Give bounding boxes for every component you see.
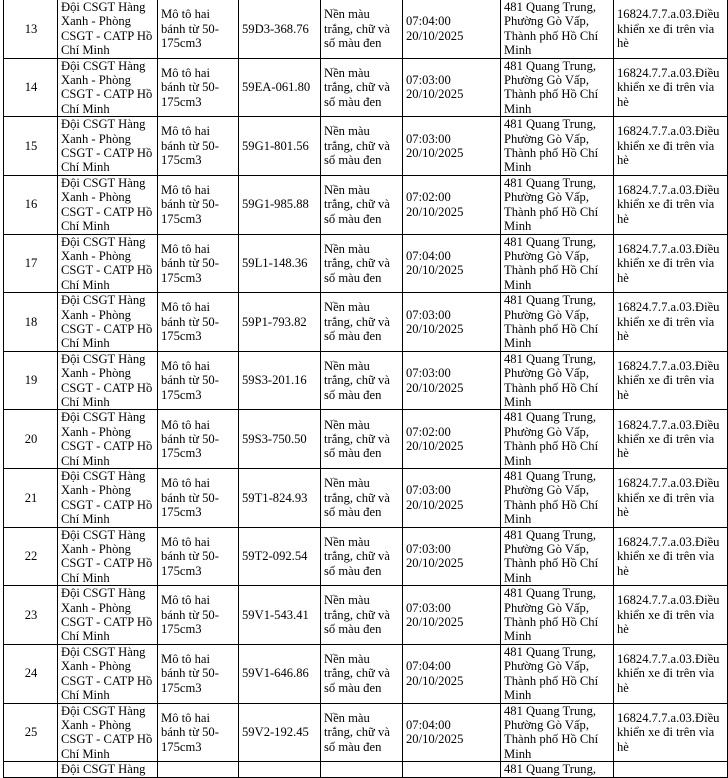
table-row bbox=[4, 644, 728, 703]
row-number-cell bbox=[4, 351, 58, 410]
issuing-unit-text: Đội CSGT Hàng bbox=[61, 762, 146, 777]
table-row bbox=[4, 175, 728, 234]
issuing-unit-text: Đội CSGT Hàng Xanh - Phòng CSGT - CATP Hồ Chí Minh bbox=[61, 58, 153, 116]
plate-color-text: Nền màu trắng, chữ và số màu đen bbox=[324, 183, 390, 226]
row-number-text: 16 bbox=[24, 197, 38, 212]
table-row bbox=[4, 234, 728, 293]
vehicle-type-cell bbox=[158, 117, 239, 176]
table-row bbox=[4, 410, 728, 469]
license-plate-cell bbox=[239, 703, 321, 762]
plate-color-text: Nền màu trắng, chữ và số màu đen bbox=[324, 65, 390, 109]
table-row bbox=[4, 527, 728, 586]
violation-time-cell bbox=[403, 410, 501, 469]
plate-color-cell bbox=[321, 175, 403, 234]
row-number-text: 19 bbox=[24, 373, 38, 388]
violation-location-cell bbox=[501, 58, 614, 117]
issuing-unit-cell bbox=[58, 0, 158, 58]
license-plate-text: 59D3-368.76 bbox=[242, 21, 309, 36]
table-row bbox=[4, 703, 728, 762]
issuing-unit-cell bbox=[58, 586, 158, 645]
vehicle-type-cell bbox=[158, 58, 239, 117]
row-number-cell bbox=[4, 0, 58, 58]
violation-time-text: 07:03:00 20/10/2025 bbox=[406, 542, 464, 571]
violation-time-cell bbox=[403, 527, 501, 586]
vehicle-type-text: Mô tô hai bánh từ 50-175cm3 bbox=[161, 534, 219, 578]
violation-description-cell bbox=[614, 0, 728, 58]
violation-description-cell bbox=[614, 762, 728, 777]
license-plate-text: 59T1-824.93 bbox=[242, 490, 308, 505]
violation-location-cell bbox=[501, 234, 614, 293]
vehicle-type-cell bbox=[158, 175, 239, 234]
violation-description-text: 16824.7.7.a.03.Điều khiển xe đi trên vỉa hè bbox=[617, 7, 720, 51]
row-number-text: 13 bbox=[24, 21, 38, 36]
vehicle-type-text: Mô tô hai bánh từ 50-175cm3 bbox=[161, 417, 219, 461]
violation-description-text: 16824.7.7.a.03.Điều khiển xe đi trên vỉa hè bbox=[617, 652, 720, 695]
license-plate-cell bbox=[239, 293, 321, 352]
violation-description-cell bbox=[614, 234, 728, 293]
row-number-cell bbox=[4, 469, 58, 528]
violation-time-cell bbox=[403, 58, 501, 117]
violation-time-text: 07:02:00 20/10/2025 bbox=[406, 424, 464, 454]
violation-time-text: 07:03:00 20/10/2025 bbox=[406, 73, 464, 102]
plate-color-text: Nền màu trắng, chữ và số màu đen bbox=[324, 417, 390, 461]
license-plate-text: 59G1-985.88 bbox=[242, 197, 309, 212]
violation-location-text: 481 Quang Trung, Phường Gò Vấp, Thành phố Hồ Chí Minh bbox=[504, 234, 599, 292]
table-body bbox=[4, 0, 728, 777]
row-number-text: 15 bbox=[24, 138, 38, 153]
violation-description-text: 16824.7.7.a.03.Điều khiển xe đi trên vỉa hè bbox=[617, 593, 720, 637]
table-row bbox=[4, 0, 728, 58]
vehicle-type-cell bbox=[158, 644, 239, 703]
plate-color-cell bbox=[321, 58, 403, 117]
row-number-cell bbox=[4, 234, 58, 293]
license-plate-cell bbox=[239, 527, 321, 586]
license-plate-text: 59S3-750.50 bbox=[242, 431, 307, 446]
row-number-cell bbox=[4, 293, 58, 352]
violation-description-cell bbox=[614, 175, 728, 234]
license-plate-cell bbox=[239, 175, 321, 234]
vehicle-type-cell bbox=[158, 293, 239, 352]
plate-color-cell bbox=[321, 762, 403, 777]
vehicle-type-cell bbox=[158, 410, 239, 469]
plate-color-cell bbox=[321, 586, 403, 645]
plate-color-text: Nền màu trắng, chữ và số màu đen bbox=[324, 300, 390, 344]
plate-color-text: Nền màu trắng, chữ và số màu đen bbox=[324, 358, 390, 402]
vehicle-type-text: Mô tô hai bánh từ 50-175cm3 bbox=[161, 124, 219, 168]
vehicle-type-text: Mô tô hai bánh từ 50-175cm3 bbox=[161, 241, 219, 285]
table-row bbox=[4, 469, 728, 528]
violation-description-cell bbox=[614, 117, 728, 176]
vehicle-type-text: Mô tô hai bánh từ 50-175cm3 bbox=[161, 300, 219, 344]
issuing-unit-cell bbox=[58, 644, 158, 703]
violation-description-cell bbox=[614, 58, 728, 117]
row-number-text: 20 bbox=[24, 431, 38, 446]
violation-description-text: 16824.7.7.a.03.Điều khiển xe đi trên vỉa hè bbox=[617, 65, 720, 109]
plate-color-cell bbox=[321, 293, 403, 352]
plate-color-cell bbox=[321, 351, 403, 410]
license-plate-text: 59G1-801.56 bbox=[242, 138, 309, 153]
vehicle-type-cell bbox=[158, 351, 239, 410]
violation-description-text: 16824.7.7.a.03.Điều khiển xe đi trên vỉa hè bbox=[617, 710, 720, 754]
table-row-partial bbox=[4, 762, 728, 777]
row-number-text: 23 bbox=[24, 607, 38, 622]
violation-location-text: 481 Quang Trung, bbox=[504, 762, 597, 777]
violation-time-cell bbox=[403, 703, 501, 762]
vehicle-type-text: Mô tô hai bánh từ 50-175cm3 bbox=[161, 7, 219, 51]
violation-location-text: 481 Quang Trung, Phường Gò Vấp, Thành phố Hồ Chí Minh bbox=[504, 586, 599, 644]
violation-time-cell bbox=[403, 117, 501, 176]
plate-color-text: Nền màu trắng, chữ và số màu đen bbox=[324, 593, 390, 637]
violation-time-text: 07:03:00 20/10/2025 bbox=[406, 307, 464, 336]
row-number-cell bbox=[4, 644, 58, 703]
violation-location-text: 481 Quang Trung, Phường Gò Vấp, Thành phố Hồ Chí Minh bbox=[504, 58, 599, 116]
violation-description-text: 16824.7.7.a.03.Điều khiển xe đi trên vỉa hè bbox=[617, 476, 720, 520]
violation-location-text: 481 Quang Trung, Phường Gò Vấp, Thành phố Hồ Chí Minh bbox=[504, 351, 599, 409]
violation-time-cell bbox=[403, 586, 501, 645]
license-plate-text: 59L1-148.36 bbox=[242, 256, 308, 271]
vehicle-type-cell bbox=[158, 762, 239, 777]
table-row bbox=[4, 58, 728, 117]
violation-time-text: 07:04:00 20/10/2025 bbox=[406, 717, 464, 747]
row-number-text: 17 bbox=[24, 256, 38, 271]
plate-color-cell bbox=[321, 234, 403, 293]
plate-color-cell bbox=[321, 527, 403, 586]
issuing-unit-cell bbox=[58, 703, 158, 762]
violation-location-text: 481 Quang Trung, Phường Gò Vấp, Thành phố Hồ Chí Minh bbox=[504, 703, 599, 761]
violation-location-cell bbox=[501, 351, 614, 410]
issuing-unit-text: Đội CSGT Hàng Xanh - Phòng CSGT - CATP Hồ Chí Minh bbox=[61, 586, 153, 644]
violation-location-cell bbox=[501, 293, 614, 352]
violation-location-text: 481 Quang Trung, Phường Gò Vấp, Thành phố Hồ Chí Minh bbox=[504, 293, 599, 351]
row-number-cell bbox=[4, 703, 58, 762]
vehicle-type-cell bbox=[158, 234, 239, 293]
violation-location-cell bbox=[501, 762, 614, 777]
license-plate-text: 59V1-646.86 bbox=[242, 666, 309, 681]
row-number-cell bbox=[4, 527, 58, 586]
violation-location-text: 481 Quang Trung, Phường Gò Vấp, Thành phố Hồ Chí Minh bbox=[504, 117, 599, 175]
issuing-unit-cell bbox=[58, 351, 158, 410]
plate-color-text: Nền màu trắng, chữ và số màu đen bbox=[324, 241, 390, 285]
violation-location-cell bbox=[501, 527, 614, 586]
plate-color-text: Nền màu trắng, chữ và số màu đen bbox=[324, 124, 390, 168]
violations-table bbox=[3, 0, 728, 778]
violation-location-cell bbox=[501, 410, 614, 469]
issuing-unit-text: Đội CSGT Hàng Xanh - Phòng CSGT - CATP Hồ Chí Minh bbox=[61, 703, 153, 761]
issuing-unit-text: Đội CSGT Hàng Xanh - Phòng CSGT - CATP Hồ Chí Minh bbox=[61, 234, 153, 292]
violation-description-cell bbox=[614, 293, 728, 352]
issuing-unit-text: Đội CSGT Hàng Xanh - Phòng CSGT - CATP Hồ Chí Minh bbox=[61, 175, 153, 234]
issuing-unit-text: Đội CSGT Hàng Xanh - Phòng CSGT - CATP Hồ Chí Minh bbox=[61, 117, 153, 175]
issuing-unit-text: Đội CSGT Hàng Xanh - Phòng CSGT - CATP Hồ Chí Minh bbox=[61, 0, 153, 58]
row-number-cell bbox=[4, 175, 58, 234]
table-row bbox=[4, 117, 728, 176]
violation-description-text: 16824.7.7.a.03.Điều khiển xe đi trên vỉa hè bbox=[617, 417, 720, 461]
issuing-unit-text: Đội CSGT Hàng Xanh - Phòng CSGT - CATP Hồ Chí Minh bbox=[61, 293, 153, 351]
violation-location-cell bbox=[501, 175, 614, 234]
violation-time-cell bbox=[403, 644, 501, 703]
plate-color-text: Nền màu trắng, chữ và số màu đen bbox=[324, 534, 390, 578]
violation-time-text: 07:03:00 20/10/2025 bbox=[406, 483, 464, 512]
table-row bbox=[4, 351, 728, 410]
violation-location-text: 481 Quang Trung, Phường Gò Vấp, Thành phố Hồ Chí Minh bbox=[504, 469, 599, 527]
vehicle-type-text: Mô tô hai bánh từ 50-175cm3 bbox=[161, 476, 219, 520]
violation-time-text: 07:04:00 20/10/2025 bbox=[406, 14, 464, 43]
vehicle-type-cell bbox=[158, 703, 239, 762]
license-plate-text: 59T2-092.54 bbox=[242, 549, 308, 564]
plate-color-cell bbox=[321, 117, 403, 176]
violation-description-text: 16824.7.7.a.03.Điều khiển xe đi trên vỉa hè bbox=[617, 300, 720, 344]
violation-time-text: 07:03:00 20/10/2025 bbox=[406, 600, 464, 630]
violation-description-cell bbox=[614, 410, 728, 469]
issuing-unit-text: Đội CSGT Hàng Xanh - Phòng CSGT - CATP Hồ Chí Minh bbox=[61, 469, 153, 527]
violation-location-text: 481 Quang Trung, Phường Gò Vấp, Thành phố Hồ Chí Minh bbox=[504, 410, 599, 468]
violation-location-text: 481 Quang Trung, Phường Gò Vấp, Thành phố Hồ Chí Minh bbox=[504, 527, 599, 585]
violation-time-text: 07:03:00 20/10/2025 bbox=[406, 366, 464, 395]
plate-color-text: Nền màu trắng, chữ và số màu đen bbox=[324, 476, 390, 520]
vehicle-type-cell bbox=[158, 469, 239, 528]
plate-color-cell bbox=[321, 469, 403, 528]
row-number-text: 24 bbox=[24, 666, 38, 681]
issuing-unit-text: Đội CSGT Hàng Xanh - Phòng CSGT - CATP Hồ Chí Minh bbox=[61, 410, 153, 468]
row-number-cell bbox=[4, 410, 58, 469]
violation-description-text: 16824.7.7.a.03.Điều khiển xe đi trên vỉa hè bbox=[617, 183, 720, 226]
issuing-unit-cell bbox=[58, 293, 158, 352]
plate-color-cell bbox=[321, 703, 403, 762]
violation-time-text: 07:02:00 20/10/2025 bbox=[406, 190, 464, 219]
license-plate-text: 59V2-192.45 bbox=[242, 725, 309, 740]
plate-color-text: Nền màu trắng, chữ và số màu đen bbox=[324, 652, 390, 695]
violation-location-text: 481 Quang Trung, Phường Gò Vấp, Thành phố Hồ Chí Minh bbox=[504, 644, 599, 703]
row-number-cell bbox=[4, 58, 58, 117]
issuing-unit-cell bbox=[58, 410, 158, 469]
violation-description-text: 16824.7.7.a.03.Điều khiển xe đi trên vỉa hè bbox=[617, 124, 720, 168]
license-plate-cell bbox=[239, 762, 321, 777]
row-number-text: 21 bbox=[24, 490, 38, 505]
row-number-text: 25 bbox=[24, 725, 38, 740]
row-number-text: 18 bbox=[24, 314, 38, 329]
table-row bbox=[4, 586, 728, 645]
license-plate-cell bbox=[239, 410, 321, 469]
plate-color-text: Nền màu trắng, chữ và số màu đen bbox=[324, 710, 390, 754]
violation-description-text: 16824.7.7.a.03.Điều khiển xe đi trên vỉa hè bbox=[617, 534, 720, 578]
violation-location-cell bbox=[501, 469, 614, 528]
license-plate-text: 59V1-543.41 bbox=[242, 607, 309, 622]
issuing-unit-cell bbox=[58, 58, 158, 117]
vehicle-type-text: Mô tô hai bánh từ 50-175cm3 bbox=[161, 358, 219, 402]
vehicle-type-cell bbox=[158, 527, 239, 586]
vehicle-type-text: Mô tô hai bánh từ 50-175cm3 bbox=[161, 652, 219, 695]
violation-time-cell bbox=[403, 469, 501, 528]
violation-location-cell bbox=[501, 0, 614, 58]
plate-color-cell bbox=[321, 0, 403, 58]
violation-time-cell bbox=[403, 0, 501, 58]
violation-time-text: 07:04:00 20/10/2025 bbox=[406, 248, 464, 278]
vehicle-type-cell bbox=[158, 586, 239, 645]
violation-description-cell bbox=[614, 703, 728, 762]
violation-description-text: 16824.7.7.a.03.Điều khiển xe đi trên vỉa hè bbox=[617, 241, 720, 285]
issuing-unit-text: Đội CSGT Hàng Xanh - Phòng CSGT - CATP Hồ Chí Minh bbox=[61, 644, 153, 703]
vehicle-type-text: Mô tô hai bánh từ 50-175cm3 bbox=[161, 65, 219, 109]
license-plate-cell bbox=[239, 0, 321, 58]
violation-time-text: 07:03:00 20/10/2025 bbox=[406, 131, 464, 161]
license-plate-cell bbox=[239, 58, 321, 117]
issuing-unit-cell bbox=[58, 469, 158, 528]
license-plate-text: 59S3-201.16 bbox=[242, 373, 307, 388]
violation-description-cell bbox=[614, 644, 728, 703]
issuing-unit-text: Đội CSGT Hàng Xanh - Phòng CSGT - CATP Hồ Chí Minh bbox=[61, 527, 153, 585]
vehicle-type-text: Mô tô hai bánh từ 50-175cm3 bbox=[161, 710, 219, 754]
violation-description-cell bbox=[614, 469, 728, 528]
vehicle-type-text: Mô tô hai bánh từ 50-175cm3 bbox=[161, 183, 219, 226]
violation-description-cell bbox=[614, 586, 728, 645]
violation-location-cell bbox=[501, 703, 614, 762]
plate-color-cell bbox=[321, 644, 403, 703]
table-row bbox=[4, 293, 728, 352]
row-number-text: 22 bbox=[24, 549, 38, 564]
violation-time-cell bbox=[403, 762, 501, 777]
row-number-cell bbox=[4, 762, 58, 777]
violation-location-text: 481 Quang Trung, Phường Gò Vấp, Thành phố Hồ Chí Minh bbox=[504, 0, 599, 58]
violation-description-cell bbox=[614, 527, 728, 586]
issuing-unit-cell bbox=[58, 175, 158, 234]
issuing-unit-cell bbox=[58, 527, 158, 586]
row-number-cell bbox=[4, 117, 58, 176]
vehicle-type-text: Mô tô hai bánh từ 50-175cm3 bbox=[161, 593, 219, 637]
vehicle-type-cell bbox=[158, 0, 239, 58]
row-number-text: 14 bbox=[24, 80, 38, 95]
issuing-unit-text: Đội CSGT Hàng Xanh - Phòng CSGT - CATP Hồ Chí Minh bbox=[61, 351, 153, 409]
row-number-cell bbox=[4, 586, 58, 645]
violation-time-cell bbox=[403, 175, 501, 234]
license-plate-cell bbox=[239, 644, 321, 703]
violation-location-text: 481 Quang Trung, Phường Gò Vấp, Thành phố Hồ Chí Minh bbox=[504, 175, 599, 234]
issuing-unit-cell bbox=[58, 234, 158, 293]
license-plate-cell bbox=[239, 469, 321, 528]
license-plate-text: 59EA-061.80 bbox=[242, 80, 311, 95]
violation-description-cell bbox=[614, 351, 728, 410]
issuing-unit-cell bbox=[58, 117, 158, 176]
violation-location-cell bbox=[501, 117, 614, 176]
plate-color-text: Nền màu trắng, chữ và số màu đen bbox=[324, 7, 390, 51]
violation-location-cell bbox=[501, 586, 614, 645]
violation-time-cell bbox=[403, 234, 501, 293]
license-plate-cell bbox=[239, 117, 321, 176]
violation-time-cell bbox=[403, 351, 501, 410]
license-plate-cell bbox=[239, 351, 321, 410]
violation-description-text: 16824.7.7.a.03.Điều khiển xe đi trên vỉa hè bbox=[617, 358, 720, 402]
violation-location-cell bbox=[501, 644, 614, 703]
license-plate-cell bbox=[239, 234, 321, 293]
violation-time-text: 07:04:00 20/10/2025 bbox=[406, 659, 464, 688]
violation-time-cell bbox=[403, 293, 501, 352]
license-plate-text: 59P1-793.82 bbox=[242, 314, 307, 329]
license-plate-cell bbox=[239, 586, 321, 645]
issuing-unit-cell bbox=[58, 762, 158, 777]
plate-color-cell bbox=[321, 410, 403, 469]
